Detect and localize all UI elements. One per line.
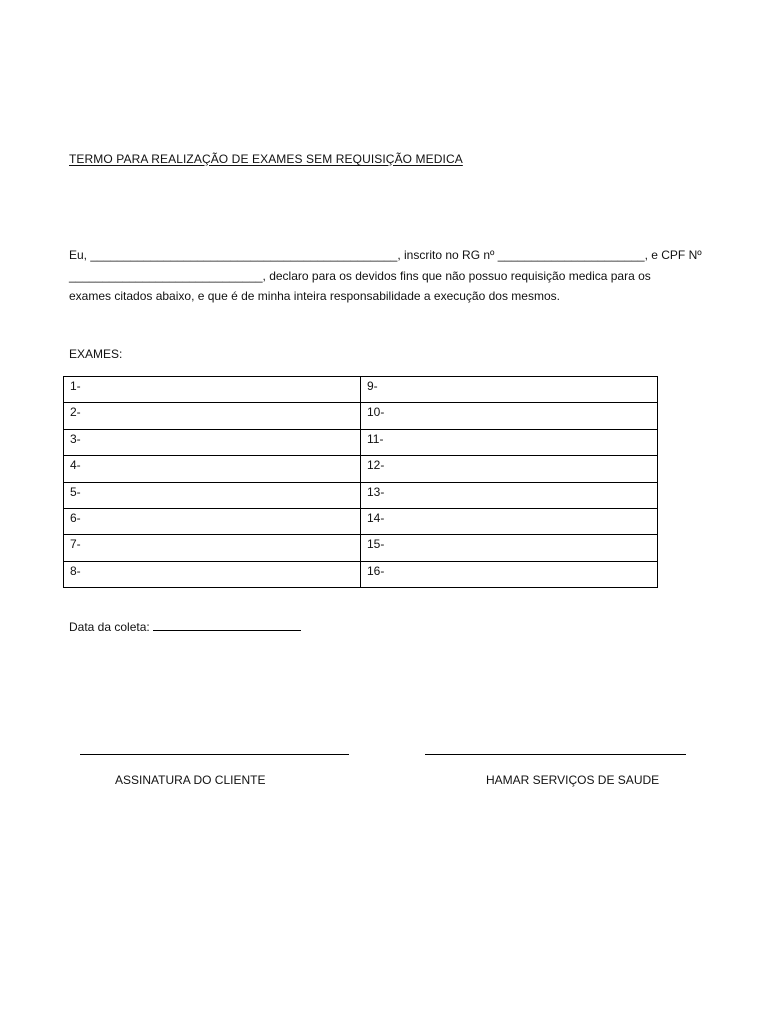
exam-number: 1- [70, 379, 81, 393]
collection-date [69, 619, 301, 634]
client-signature-line [80, 754, 349, 755]
table-cell [361, 403, 658, 429]
exams-table [63, 376, 658, 588]
table-cell [64, 403, 361, 429]
table-cell [64, 535, 361, 561]
table-cell [64, 482, 361, 508]
exam-number: 10- [367, 405, 385, 420]
table-row [64, 403, 658, 429]
table-row [64, 482, 658, 508]
collection-date-blank-line [153, 619, 301, 631]
table-cell [361, 456, 658, 482]
exam-number: 14- [367, 510, 385, 525]
exam-number: 5- [70, 484, 81, 499]
paragraph-line: Eu, ______________________________________________, inscrito no RG nº ______________________, e CPF Nº [69, 248, 702, 262]
table-cell [361, 429, 658, 455]
client-signature-label: ASSINATURA DO CLIENTE [115, 773, 266, 787]
exam-number: 9- [367, 379, 378, 393]
table-row [64, 561, 658, 587]
exam-number: 4- [70, 458, 81, 473]
exam-number: 8- [70, 563, 81, 578]
exam-number: 2- [70, 405, 81, 420]
table-cell [361, 377, 658, 403]
table-row [64, 456, 658, 482]
table-row [64, 429, 658, 455]
exam-number: 11- [367, 431, 384, 446]
paragraph-line: _____________________________, declaro para os devidos fins que não possuo requisição medica para os [69, 268, 651, 283]
document-title: TERMO PARA REALIZAÇÃO DE EXAMES SEM REQUISIÇÃO MEDICA [69, 152, 463, 166]
collection-date-label: Data da coleta: [69, 620, 150, 634]
table-row [64, 377, 658, 403]
exam-number: 12- [367, 458, 385, 473]
table-row [64, 535, 658, 561]
paragraph-line: exames citados abaixo, e que é de minha inteira responsabilidade a execução dos mesmos. [69, 289, 560, 303]
table-cell [361, 561, 658, 587]
company-signature-label: HAMAR SERVIÇOS DE SAUDE [486, 773, 660, 787]
table-cell [64, 456, 361, 482]
exams-label: EXAMES: [69, 347, 123, 361]
table-row [64, 508, 658, 534]
table-cell [64, 377, 361, 403]
table-cell [64, 429, 361, 455]
table-cell [64, 508, 361, 534]
table-cell [361, 508, 658, 534]
exam-number: 13- [367, 484, 385, 499]
exam-number: 3- [70, 431, 81, 446]
table-cell [361, 482, 658, 508]
exam-number: 16- [367, 563, 385, 578]
declaration-paragraph [69, 245, 709, 307]
exam-number: 7- [70, 537, 81, 552]
exam-number: 6- [70, 510, 81, 525]
company-signature-line [425, 754, 686, 755]
table-cell [361, 535, 658, 561]
exam-number: 15- [367, 537, 385, 552]
table-cell [64, 561, 361, 587]
